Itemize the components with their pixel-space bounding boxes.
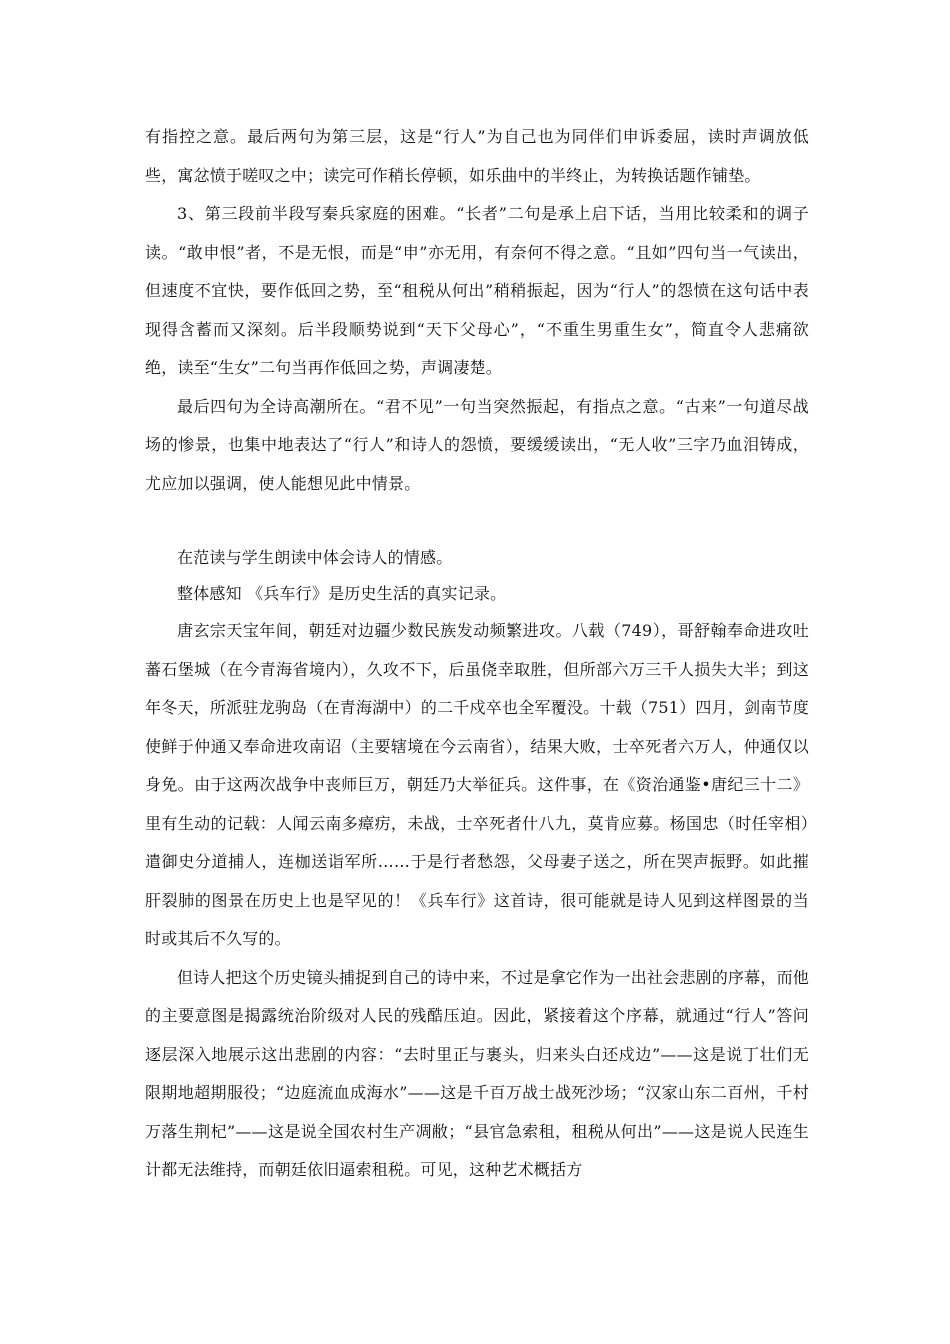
paragraph-third-section: 3、第三段前半段写秦兵家庭的困难。“长者”二句是承上启下话，当用比较柔和的调子读。“敢申恨”者，不是无恨，而是“申”亦无用，有奈何不得之意。“且如”四句当一气读出，但速度不宜快，要作低回之势，至“租税从何出”稍稍振起，因为“行人”的怨愤在这句话中表现得含蓄而又深刻。后半段顺势说到“天下父母心”，“不重生男重生女”，简直令人悲痛欲绝，读至“生女”二句当再作低回之势，声调凄楚。 bbox=[145, 204, 809, 377]
overview-section bbox=[145, 540, 809, 612]
reading-guidance-section bbox=[145, 118, 809, 503]
paragraph-poet-intent: 但诗人把这个历史镜头捕捉到自己的诗中来，不过是拿它作为一出社会悲剧的序幕，而他的主要意图是揭露统治阶级对人民的残酷压迫。因此，紧接着这个序幕，就通过“行人”答问逐层深入地展示这出悲剧的内容：“去时里正与裹头，归来头白还戍边”——这是说丁壮们无限期地超期服役；“边庭流血成海水”——这是千百万战士战死沙场；“汉家山东二百州，千村万落生荆杞”——这是说全国农村生产凋敝；“县官急索租，租税从何出”——这是说人民连生计都无法维持，而朝廷依旧逼索租税。可见，这种艺术概括方 bbox=[145, 967, 809, 1179]
paragraph-tianbao-history: 唐玄宗天宝年间，朝廷对边疆少数民族发动频繁进攻。八载（749），哥舒翰奉命进攻吐蕃石堡城（在今青海省境内），久攻不下，后虽侥幸取胜，但所部六万三千人损失大半；到这年冬天，所派驻龙驹岛（在青海湖中）的二千戍卒也全军覆没。十载（751）四月，剑南节度使鲜于仲通又奉命进攻南诏（主要辖境在今云南省），结果大败，士卒死者六万人，仲通仅以身免。由于这两次战争中丧师巨万，朝廷乃大举征兵。这件事，在《资治通鉴•唐纪三十二》里有生动的记载：人闻云南多瘴疠，未战，士卒死者什八九，莫肯应募。杨国忠（时任宰相）遣御史分道捕人，连枷送诣军所……于是行者愁怨，父母妻子送之，所在哭声振野。如此摧肝裂肺的图景在历史上也是罕见的！《兵车行》这首诗，很可能就是诗人见到这样图景的当时或其后不久写的。 bbox=[145, 621, 809, 948]
paragraph-third-layer: 有指控之意。最后两句为第三层，这是“行人”为自己也为同伴们申诉委屈，读时声调放低些，寓忿愤于嗟叹之中；读完可作稍长停顿，如乐曲中的半终止，为转换话题作铺垫。 bbox=[145, 127, 809, 185]
historical-background-section bbox=[145, 612, 809, 1190]
paragraph-model-reading: 在范读与学生朗读中体会诗人的情感。 bbox=[177, 548, 453, 567]
paragraph-overall-perception: 整体感知 《兵车行》是历史生活的真实记录。 bbox=[177, 584, 507, 603]
paragraph-last-four-lines: 最后四句为全诗高潮所在。“君不见”一句当突然振起，有指点之意。“古来”一句道尽战场的惨景，也集中地表达了“行人”和诗人的怨愤，要缓缓读出，“无人收”三字乃血泪铸成，尤应加以强调，使人能想见此中情景。 bbox=[145, 396, 809, 493]
